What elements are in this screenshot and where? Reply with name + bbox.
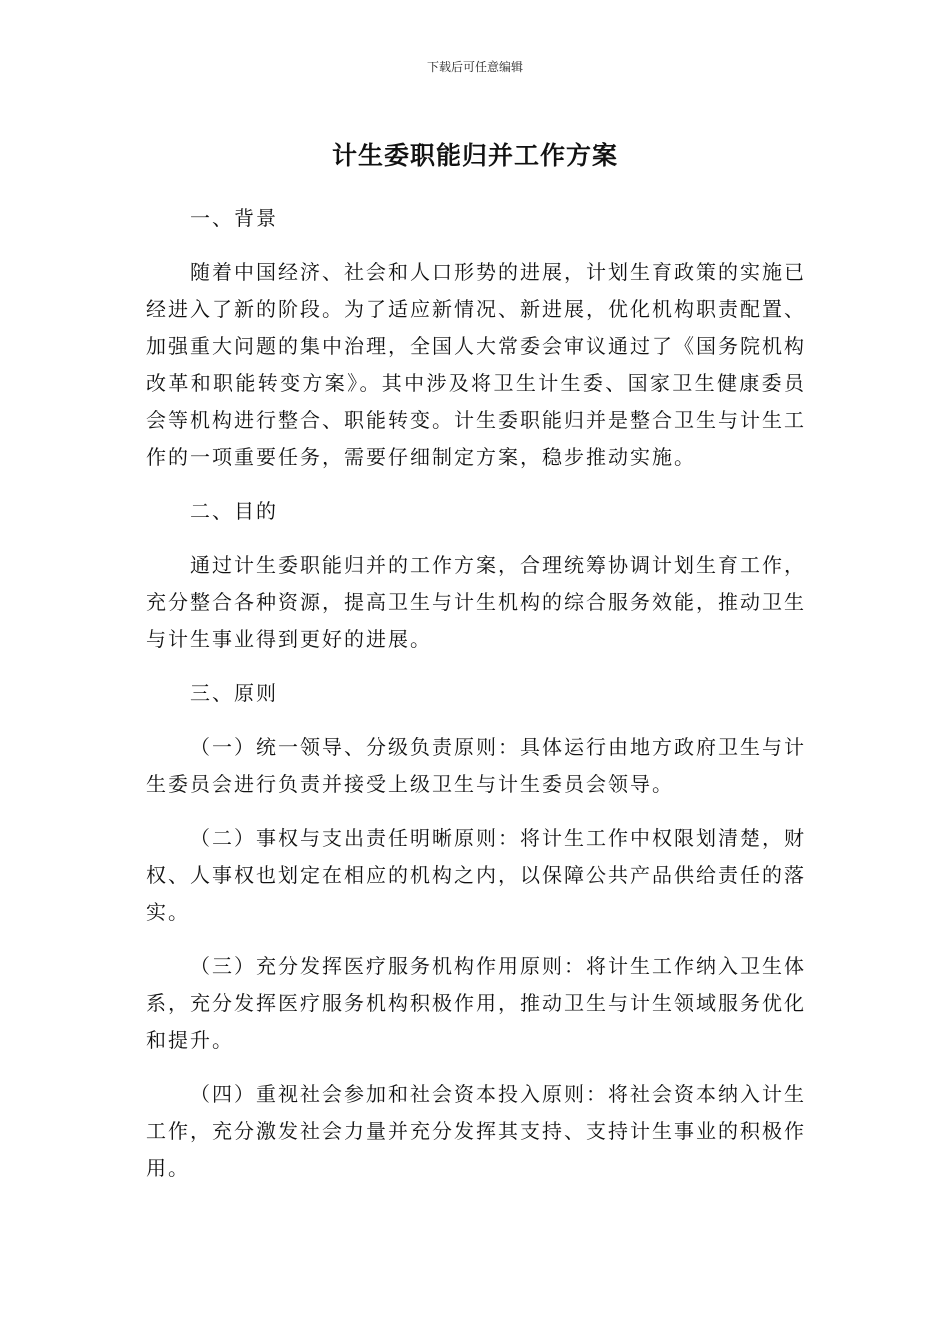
document-body	[146, 200, 806, 1204]
paragraph-principle-4: （四）重视社会参加和社会资本投入原则：将社会资本纳入计生工作，充分激发社会力量并充分发挥其支持、支持计生事业的积极作用。	[146, 1082, 806, 1180]
document-title: 计生委职能归并工作方案	[331, 141, 618, 170]
section-heading-principles: 三、原则	[190, 681, 278, 705]
paragraph-principle-3: （三）充分发挥医疗服务机构作用原则：将计生工作纳入卫生体系，充分发挥医疗服务机构积极作用，推动卫生与计生领域服务优化和提升。	[146, 954, 806, 1052]
header-note: 下载后可任意编辑	[426, 60, 523, 74]
paragraph-principle-1: （一）统一领导、分级负责原则：具体运行由地方政府卫生与计生委员会进行负责并接受上级卫生与计生委员会领导。	[146, 735, 806, 796]
section-heading-purpose: 二、目的	[190, 499, 278, 523]
section-heading-background: 一、背景	[190, 206, 278, 230]
paragraph-principle-2: （二）事权与支出责任明晰原则：将计生工作中权限划清楚，财权、人事权也划定在相应的机构之内，以保障公共产品供给责任的落实。	[146, 826, 806, 924]
paragraph-background: 随着中国经济、社会和人口形势的进展，计划生育政策的实施已经进入了新的阶段。为了适应新情况、新进展，优化机构职责配置、加强重大问题的集中治理，全国人大常委会审议通过了《国务院机构改革和职能转变方案》。其中涉及将卫生计生委、国家卫生健康委员会等机构进行整合、职能转变。计生委职能归并是整合卫生与计生工作的一项重要任务，需要仔细制定方案，稳步推动实施。	[146, 260, 806, 469]
paragraph-purpose: 通过计生委职能归并的工作方案，合理统筹协调计划生育工作，充分整合各种资源，提高卫生与计生机构的综合服务效能，推动卫生与计生事业得到更好的进展。	[146, 553, 806, 651]
